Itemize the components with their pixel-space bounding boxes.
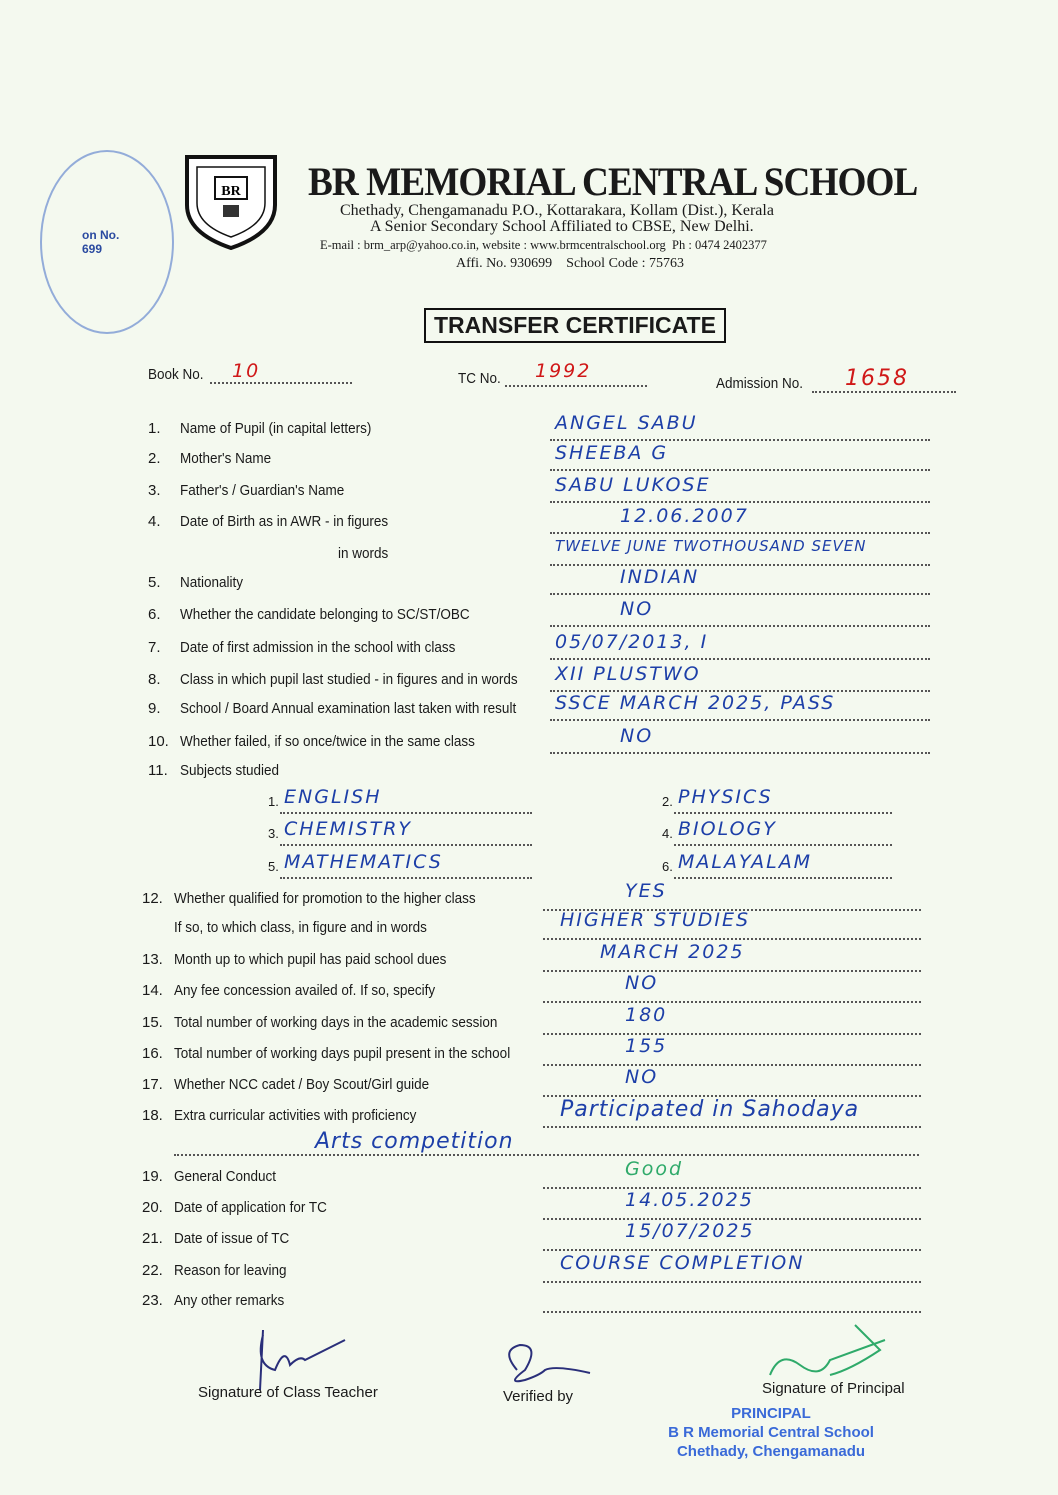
certificate-title: TRANSFER CERTIFICATE [424,308,726,343]
stamp-line-1: PRINCIPAL [731,1405,811,1422]
stamp-line-3: Chethady, Chengamanadu [676,1443,866,1460]
tc-no-value: 1992 [535,360,592,382]
field-label: Mother's Name [180,450,272,467]
field-value: COURSE COMPLETION [560,1252,805,1274]
field-label: Any other remarks [174,1292,285,1309]
subject-name: PHYSICS [678,786,773,808]
field-label: Father's / Guardian's Name [180,482,345,499]
field-number: 16. [142,1045,163,1062]
stamp-no-label [82,228,119,256]
admission-no-line [812,391,956,393]
field-label: Whether the candidate belonging to SC/ST/OBC [180,606,470,623]
subject-number: 4. [662,826,673,841]
field-value: XII PLUSTWO [555,663,701,685]
field-label: Nationality [180,574,244,591]
field-line [543,1064,921,1066]
field-value: HIGHER STUDIES [560,909,751,931]
school-affiliation: A Senior Secondary School Affiliated to CBSE, New Delhi. [370,218,754,235]
school-contact: E-mail : brm_arp@yahoo.co.in, website : www.brmcentralschool.org Ph : 0474 2402377 [320,238,767,252]
field-line [543,938,921,940]
field-line [550,469,930,471]
field-line [543,1033,921,1035]
subject-number: 6. [662,859,673,874]
verifier-signature [495,1340,595,1390]
field-line [550,439,930,441]
field-label: If so, to which class, in figure and in words [174,919,427,936]
field-number: 15. [142,1014,163,1031]
field-number: 3. [148,482,161,499]
field-line [550,658,930,660]
svg-text:BR: BR [221,184,241,199]
field-value: 180 [625,1004,668,1026]
field-label: Total number of working days pupil present in the school [174,1045,511,1062]
school-name: BR MEMORIAL CENTRAL SCHOOL [308,159,918,204]
field-number: 12. [142,890,163,907]
field-label: Name of Pupil (in capital letters) [180,420,372,437]
subject-name: BIOLOGY [678,818,777,840]
principal-signature-label: Signature of Principal [762,1380,905,1397]
subject-line [674,844,892,846]
field-number: 23. [142,1292,163,1309]
field-label: Class in which pupil last studied - in figures and in words [180,671,518,688]
field-value: Arts competition [315,1129,514,1154]
field-label: General Conduct [174,1168,277,1185]
field-line [550,532,930,534]
school-address: Chethady, Chengamanadu P.O., Kottarakara, Kollam (Dist.), Kerala [340,202,774,219]
field-line [550,625,930,627]
field-line [543,1249,921,1251]
field-label: School / Board Annual examination last taken with result [180,700,517,717]
subject-number: 2. [662,794,673,809]
field-label: Whether NCC cadet / Boy Scout/Girl guide [174,1076,430,1093]
field-value: NO [625,1066,659,1088]
field-label: Extra curricular activities with proficiency [174,1107,417,1124]
field-line [543,1001,921,1003]
field-number: 17. [142,1076,163,1093]
field-value: SABU LUKOSE [555,474,711,496]
subject-name: CHEMISTRY [284,818,413,840]
school-logo [185,155,277,250]
field-label: Date of first admission in the school with class [180,639,456,656]
subject-name: MALAYALAM [678,851,813,873]
field-value: 14.05.2025 [625,1189,754,1211]
field-line [550,593,930,595]
admission-no-value: 1658 [845,366,909,391]
field-line [550,501,930,503]
field-number: 6. [148,606,161,623]
field-number: 19. [142,1168,163,1185]
field-label: Whether qualified for promotion to the higher class [174,890,476,907]
field-label: Total number of working days in the academic session [174,1014,498,1031]
field-label: Date of application for TC [174,1199,327,1216]
field-number: 5. [148,574,161,591]
field-value: NO [625,972,659,994]
field-number: 21. [142,1230,163,1247]
field-line [174,1154,919,1156]
tc-no-line [505,385,647,387]
field-number: 2. [148,450,161,467]
field-label: Date of issue of TC [174,1230,290,1247]
field-label: Any fee concession availed of. If so, specify [174,982,436,999]
verified-by-label: Verified by [503,1388,574,1405]
subject-name: MATHEMATICS [284,851,443,873]
field-value: 155 [625,1035,668,1057]
field-value: 15/07/2025 [625,1220,755,1242]
book-no-label: Book No. [148,366,204,383]
subject-number: 5. [268,859,279,874]
field-value: INDIAN [620,566,700,588]
field-number: 14. [142,982,163,999]
field-value: SHEEBA G [555,442,669,464]
field-number: 10. [148,733,169,750]
field-line [543,1126,921,1128]
field-label: Whether failed, if so once/twice in the same class [180,733,475,750]
field-value: Participated in Sahodaya [560,1097,860,1122]
field-label: Month up to which pupil has paid school dues [174,951,447,968]
tc-no-label: TC No. [458,370,501,387]
class-teacher-label: Signature of Class Teacher [198,1384,378,1401]
subject-number: 1. [268,794,279,809]
field-number: 4. [148,513,161,530]
field-number: 7. [148,639,161,656]
subject-line [280,812,532,814]
field-number: 11. [148,762,168,779]
book-no-value: 10 [232,360,261,382]
field-value: NO [620,598,654,620]
field-label: Date of Birth as in AWR - in figures [180,513,389,530]
field-number: 22. [142,1262,163,1279]
stamp-no-value: 699 [82,242,103,256]
admission-no-label: Admission No. [716,375,804,392]
field-line [543,1311,921,1313]
field-value: YES [625,880,667,902]
subject-line [280,877,532,879]
field-line [543,1281,921,1283]
field-value: 12.06.2007 [620,505,749,527]
subject-line [280,844,532,846]
field-label: Subjects studied [180,762,280,779]
field-number: 18. [142,1107,163,1124]
school-codes: Affi. No. 930699 School Code : 75763 [456,256,685,271]
field-value: 05/07/2013, I [555,631,709,653]
subject-number: 3. [268,826,279,841]
subject-name: ENGLISH [284,786,382,808]
field-line [550,752,930,754]
principal-stamp [656,1404,886,1461]
field-number: 8. [148,671,161,688]
field-label: in words [338,545,389,562]
field-line [550,564,930,566]
field-number: 1. [148,420,161,437]
field-value: NO [620,725,654,747]
subject-line [674,812,892,814]
field-value: TWELVE JUNE TWOTHOUSAND SEVEN [555,537,867,555]
field-number: 13. [142,951,163,968]
field-line [543,970,921,972]
field-number: 9. [148,700,161,717]
subject-line [674,877,892,879]
stamp-line-2: B R Memorial Central School [668,1424,874,1441]
field-value: SSCE MARCH 2025, PASS [555,692,836,714]
stamp-no-label-text: on No. [82,228,120,242]
field-line [550,719,930,721]
field-value: ANGEL SABU [555,412,698,434]
field-value: MARCH 2025 [600,941,745,963]
field-number: 20. [142,1199,163,1216]
field-value: Good [625,1158,684,1180]
field-label: Reason for leaving [174,1262,287,1279]
book-no-line [210,382,352,384]
